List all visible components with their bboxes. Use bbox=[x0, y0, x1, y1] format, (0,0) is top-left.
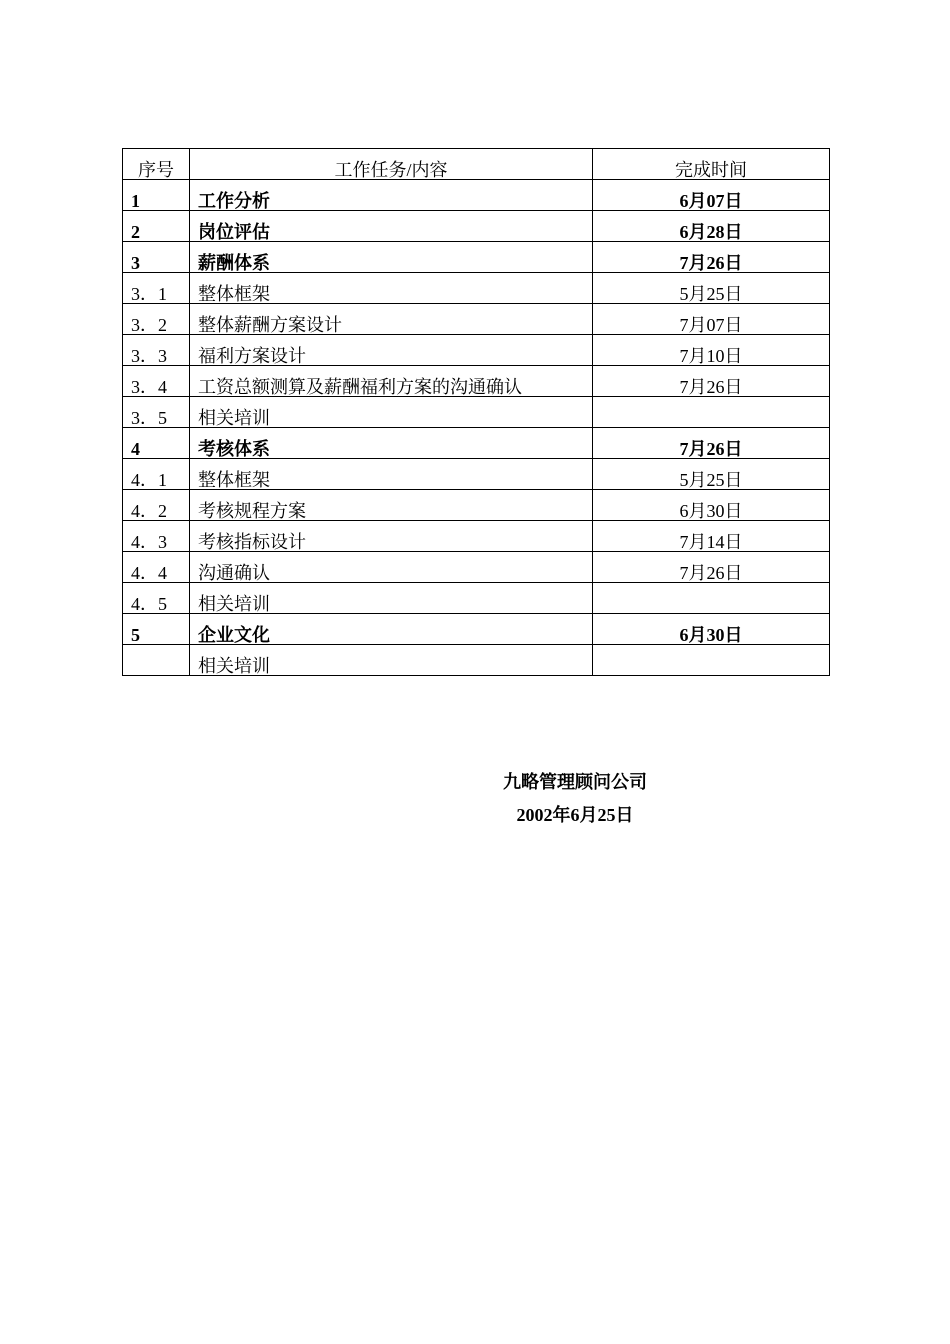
row-time bbox=[593, 397, 830, 428]
table-row bbox=[123, 645, 830, 676]
table-row bbox=[123, 428, 830, 459]
table-row bbox=[123, 490, 830, 521]
schedule-body bbox=[123, 180, 830, 676]
row-task: 考核指标设计 bbox=[190, 521, 593, 552]
row-time: 5月25日 bbox=[593, 459, 830, 490]
row-task: 工资总额测算及薪酬福利方案的沟通确认 bbox=[190, 366, 593, 397]
table-row bbox=[123, 242, 830, 273]
header-task: 工作任务/内容 bbox=[190, 149, 593, 180]
row-time: 7月07日 bbox=[593, 304, 830, 335]
row-seq: 3．5 bbox=[123, 397, 190, 428]
row-task: 工作分析 bbox=[190, 180, 593, 211]
row-seq: 1 bbox=[123, 180, 190, 211]
table-row bbox=[123, 273, 830, 304]
row-seq: 4．4 bbox=[123, 552, 190, 583]
row-task: 相关培训 bbox=[190, 583, 593, 614]
row-task: 相关培训 bbox=[190, 397, 593, 428]
row-time: 7月14日 bbox=[593, 521, 830, 552]
row-seq: 4．2 bbox=[123, 490, 190, 521]
row-seq: 3 bbox=[123, 242, 190, 273]
row-time: 7月26日 bbox=[593, 366, 830, 397]
row-task: 福利方案设计 bbox=[190, 335, 593, 366]
table-row bbox=[123, 211, 830, 242]
schedule-table bbox=[122, 148, 830, 676]
row-seq: 3．4 bbox=[123, 366, 190, 397]
row-seq: 2 bbox=[123, 211, 190, 242]
signature-company: 九略管理顾问公司 bbox=[503, 772, 647, 792]
row-time bbox=[593, 645, 830, 676]
header-seq: 序号 bbox=[123, 149, 190, 180]
table-row bbox=[123, 521, 830, 552]
row-task: 相关培训 bbox=[190, 645, 593, 676]
row-time: 6月07日 bbox=[593, 180, 830, 211]
row-task: 岗位评估 bbox=[190, 211, 593, 242]
row-seq: 5 bbox=[123, 614, 190, 645]
row-task: 整体框架 bbox=[190, 273, 593, 304]
row-seq: 4．3 bbox=[123, 521, 190, 552]
table-row bbox=[123, 397, 830, 428]
row-task: 整体薪酬方案设计 bbox=[190, 304, 593, 335]
row-seq: 4 bbox=[123, 428, 190, 459]
row-task: 薪酬体系 bbox=[190, 242, 593, 273]
row-seq: 3．3 bbox=[123, 335, 190, 366]
row-time: 6月30日 bbox=[593, 490, 830, 521]
table-row bbox=[123, 459, 830, 490]
row-seq bbox=[123, 645, 190, 676]
row-time: 7月26日 bbox=[593, 552, 830, 583]
row-time: 7月10日 bbox=[593, 335, 830, 366]
row-seq: 4．1 bbox=[123, 459, 190, 490]
table-row bbox=[123, 614, 830, 645]
row-time: 6月28日 bbox=[593, 211, 830, 242]
header-time: 完成时间 bbox=[593, 149, 830, 180]
row-time: 7月26日 bbox=[593, 242, 830, 273]
row-task: 考核规程方案 bbox=[190, 490, 593, 521]
table-header-row bbox=[123, 149, 830, 180]
table-row bbox=[123, 552, 830, 583]
row-task: 考核体系 bbox=[190, 428, 593, 459]
signature-date: 2002年6月25日 bbox=[516, 805, 634, 825]
row-task: 企业文化 bbox=[190, 614, 593, 645]
row-seq: 3．2 bbox=[123, 304, 190, 335]
row-time: 5月25日 bbox=[593, 273, 830, 304]
row-task: 整体框架 bbox=[190, 459, 593, 490]
row-seq: 4．5 bbox=[123, 583, 190, 614]
table-row bbox=[123, 366, 830, 397]
row-task: 沟通确认 bbox=[190, 552, 593, 583]
table-row bbox=[123, 583, 830, 614]
row-time: 6月30日 bbox=[593, 614, 830, 645]
table-row bbox=[123, 304, 830, 335]
row-seq: 3．1 bbox=[123, 273, 190, 304]
table-row bbox=[123, 335, 830, 366]
row-time bbox=[593, 583, 830, 614]
row-time: 7月26日 bbox=[593, 428, 830, 459]
table-row bbox=[123, 180, 830, 211]
